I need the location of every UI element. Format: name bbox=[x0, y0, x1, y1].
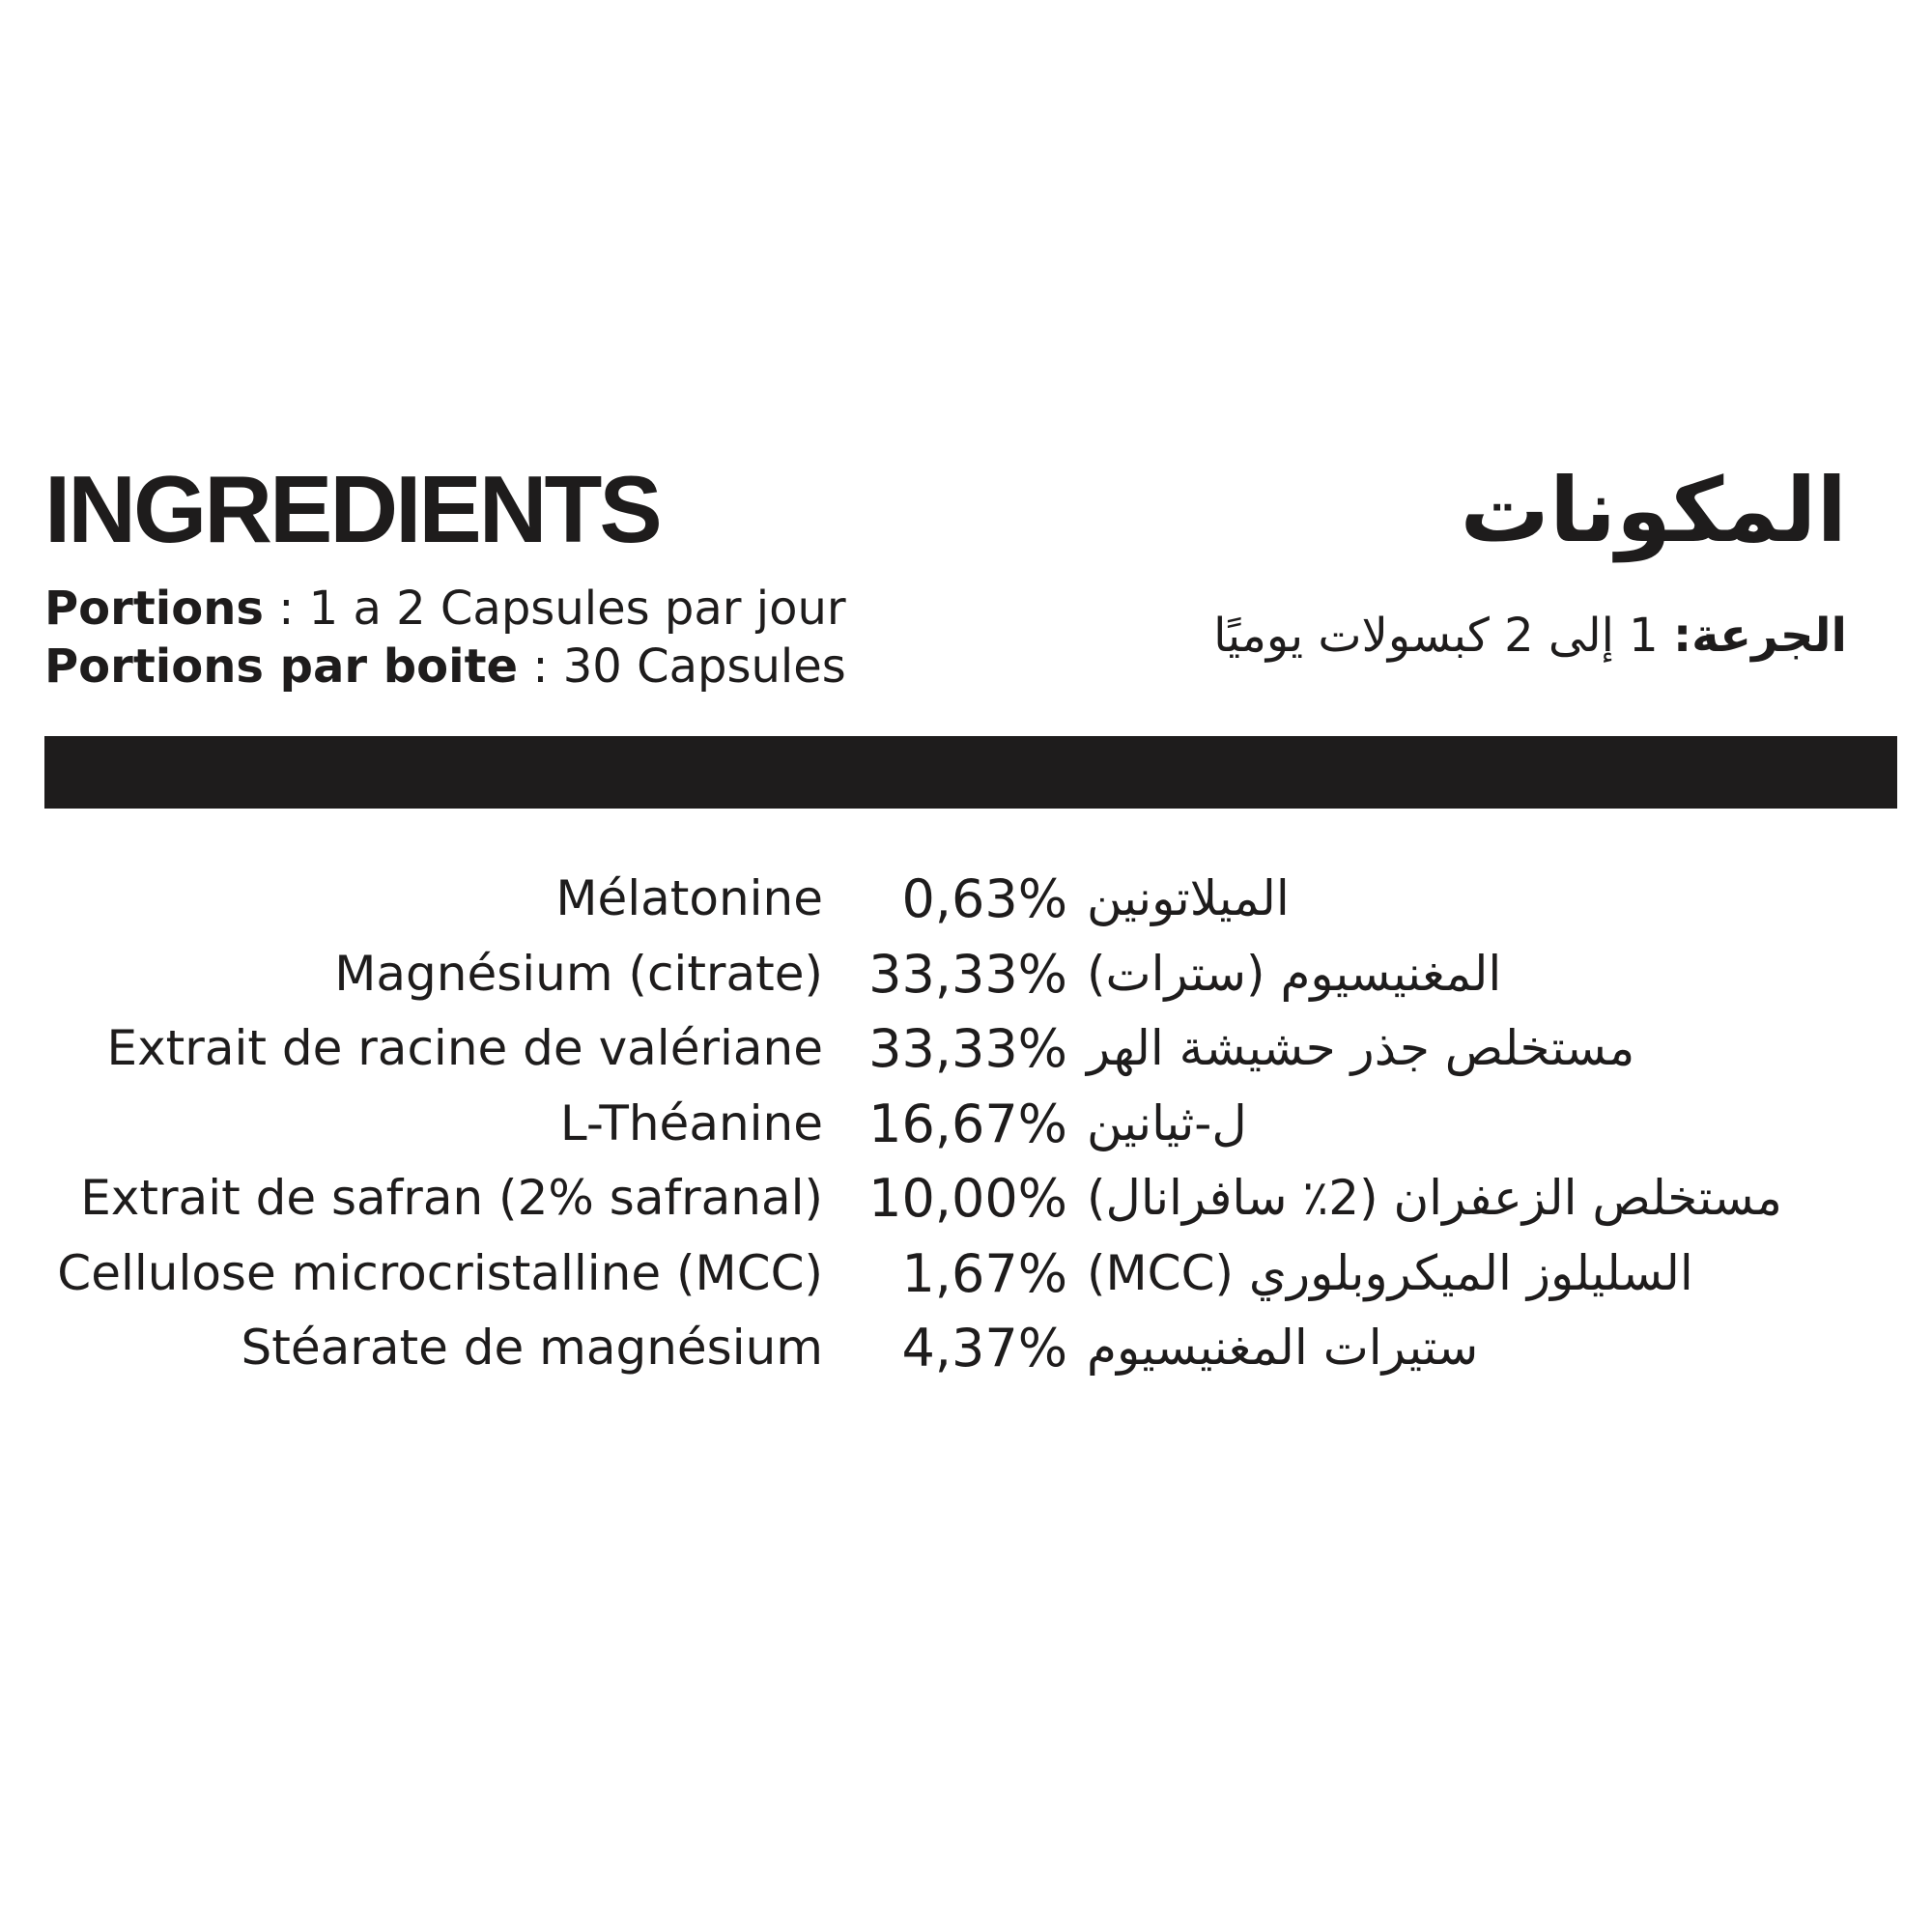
ingredient-row bbox=[0, 1161, 1932, 1236]
dose-arabic-value: 1 إلى 2 كبسولات يوميًا bbox=[1213, 609, 1673, 663]
ingredient-percent: 4,37% bbox=[901, 1318, 1067, 1378]
title-arabic: المكونات bbox=[1460, 459, 1847, 562]
ingredient-name-ar: ل-ثيانين bbox=[1087, 1094, 1247, 1151]
ingredient-row bbox=[0, 1011, 1932, 1087]
dose-arabic-label: الجرعة: bbox=[1672, 609, 1847, 663]
ingredient-percent: 33,33% bbox=[868, 1018, 1067, 1079]
per-box-label: Portions par boite bbox=[44, 639, 519, 694]
ingredient-percent: 1,67% bbox=[901, 1242, 1067, 1304]
ingredient-name-fr: Cellulose microcristalline (MCC) bbox=[57, 1244, 823, 1301]
per-box-line bbox=[44, 638, 846, 696]
ingredients-table bbox=[0, 862, 1932, 1386]
ingredient-name-fr: L-Théanine bbox=[559, 1094, 823, 1151]
ingredient-row bbox=[0, 937, 1932, 1012]
ingredient-name-ar: مستخلص جذر حشيشة الهر bbox=[1087, 1020, 1635, 1076]
ingredient-percent: 16,67% bbox=[868, 1093, 1067, 1154]
ingredient-name-ar: المغنيسيوم (سترات) bbox=[1087, 945, 1502, 1002]
portions-label: Portions bbox=[44, 582, 264, 636]
ingredient-row bbox=[0, 862, 1932, 937]
ingredient-name-fr: Extrait de racine de valériane bbox=[106, 1020, 823, 1076]
ingredient-name-fr: Extrait de safran (2% safranal) bbox=[80, 1170, 823, 1226]
title-french: INGREDIENTS bbox=[44, 456, 660, 562]
ingredient-name-ar: السليلوز الميكروبلوري (MCC) bbox=[1087, 1244, 1693, 1301]
ingredient-name-fr: Magnésium (citrate) bbox=[334, 945, 823, 1002]
ingredient-percent: 10,00% bbox=[868, 1168, 1067, 1229]
portions-line bbox=[44, 580, 846, 638]
black-divider-bar bbox=[44, 736, 1897, 809]
portions-block bbox=[44, 580, 846, 696]
ingredient-row bbox=[0, 1311, 1932, 1386]
ingredient-row bbox=[0, 1236, 1932, 1312]
ingredient-name-ar: الميلاتونين bbox=[1087, 870, 1290, 926]
ingredient-percent: 0,63% bbox=[901, 868, 1067, 929]
ingredient-name-fr: Stéarate de magnésium bbox=[241, 1320, 823, 1376]
per-box-value: : 30 Capsules bbox=[518, 639, 846, 694]
ingredient-name-ar: ستيرات المغنيسيوم bbox=[1087, 1320, 1479, 1376]
ingredient-name-fr: Mélatonine bbox=[555, 870, 823, 926]
ingredient-row bbox=[0, 1087, 1932, 1162]
ingredient-name-ar: مستخلص الزعفران (2٪ سافرانال) bbox=[1087, 1170, 1782, 1226]
ingredient-percent: 33,33% bbox=[868, 943, 1067, 1005]
portions-value: : 1 a 2 Capsules par jour bbox=[263, 582, 846, 636]
dose-arabic bbox=[1213, 607, 1847, 665]
